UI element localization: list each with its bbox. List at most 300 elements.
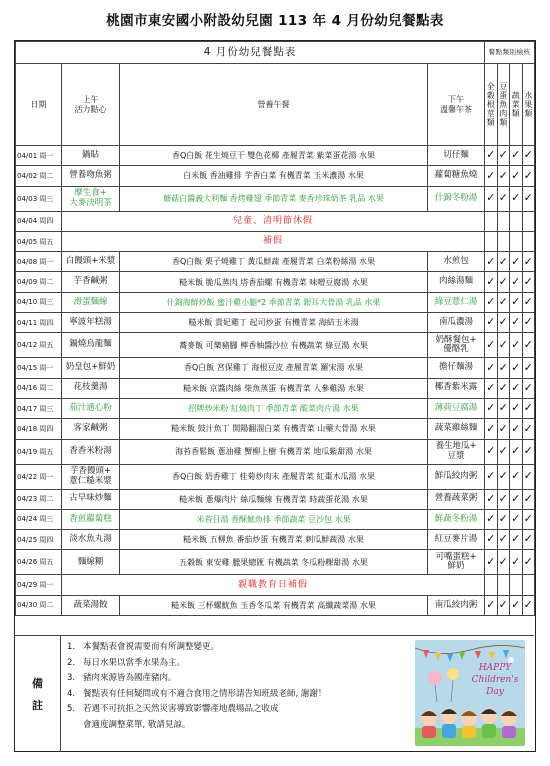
check-mark: ✓ xyxy=(497,489,510,509)
check-mark: ✓ xyxy=(485,550,498,575)
check-mark: ✓ xyxy=(522,272,535,292)
am-snack-header xyxy=(62,64,120,146)
check-mark: ✓ xyxy=(510,398,523,418)
check-header-text xyxy=(510,91,522,119)
check-cell xyxy=(497,575,510,595)
check-mark: ✓ xyxy=(522,509,535,529)
lunch-cell: 香Q白飯 宮保雞丁 海根豆皮 產履青菜 羅宋湯 水果 xyxy=(120,358,428,378)
menu-row xyxy=(16,464,535,489)
am-snack-line: 古早味炒麵 xyxy=(69,493,112,504)
pm-snack-cell xyxy=(428,358,485,378)
am-snack-cell xyxy=(62,252,120,272)
pm-snack-cell xyxy=(428,419,485,439)
note-number: 2. xyxy=(67,657,76,668)
am-snack-line: 營養吻魚粥 xyxy=(69,170,112,181)
menu-row xyxy=(16,530,535,550)
check-header-char: 類 xyxy=(524,109,533,119)
check-cell xyxy=(485,231,498,251)
check-mark: ✓ xyxy=(485,313,498,333)
check-cell xyxy=(485,575,498,595)
check-mark: ✓ xyxy=(522,489,535,509)
check-mark: ✓ xyxy=(497,464,510,489)
check-mark: ✓ xyxy=(497,186,510,211)
pm-snack-line: 肉絲湯麵 xyxy=(439,276,474,287)
pm-snack-cell xyxy=(428,509,485,529)
menu-row xyxy=(16,292,535,312)
note-item xyxy=(67,656,407,672)
check-mark: ✓ xyxy=(510,292,523,312)
pm-snack-line: 薄荷豆腐湯 xyxy=(434,402,478,413)
check-mark: ✓ xyxy=(485,439,498,464)
check-header-char: 水 xyxy=(524,90,533,100)
lunch-cell: 糙米飯 脆瓜蒸肉 塔香茄螺 有機青菜 味噌豆腐湯 水果 xyxy=(120,272,428,292)
check-header-char: 果 xyxy=(524,99,533,109)
pm-snack-cell xyxy=(428,146,485,166)
pm-snack-line: 南瓜絞肉粥 xyxy=(434,599,478,610)
menu-row xyxy=(16,439,535,464)
check-mark: ✓ xyxy=(510,272,523,292)
am-snack-line: 大麥決明茶 xyxy=(69,197,112,208)
check-mark: ✓ xyxy=(497,398,510,418)
check-mark: ✓ xyxy=(510,378,523,398)
check-mark: ✓ xyxy=(497,333,510,358)
holiday-cell: 補假 xyxy=(62,231,485,251)
am-snack-cell xyxy=(62,272,120,292)
lunch-cell: 糙米飯 蔥爆肉片 絲瓜麵線 有機青菜 時蔬蛋花湯 水果 xyxy=(120,489,428,509)
note-item xyxy=(67,687,407,703)
am-snack-line: 香煎蘿蔔糕 xyxy=(69,513,112,524)
date-cell: 04/02 周二 xyxy=(16,166,62,186)
check-mark: ✓ xyxy=(522,439,535,464)
am-snack-cell xyxy=(62,595,120,615)
pm-snack-cell xyxy=(428,186,485,211)
am-snack-line: 滑蛋麵線 xyxy=(73,296,108,307)
date-cell: 04/26 周五 xyxy=(16,550,62,575)
date-cell: 04/12 周五 xyxy=(16,333,62,358)
check-mark: ✓ xyxy=(510,333,523,358)
check-mark: ✓ xyxy=(522,292,535,312)
am-snack-line: 蔬菜湯餃 xyxy=(73,599,108,610)
pm-snack-header xyxy=(428,64,485,146)
check-header-text xyxy=(485,82,497,128)
lunch-cell: 海苔香鬆飯 蔥油雞 蟹柳上樹 有機青菜 地瓜紫甜湯 水果 xyxy=(120,439,428,464)
check-cell xyxy=(522,575,535,595)
date-cell: 04/23 周二 xyxy=(16,489,62,509)
check-mark: ✓ xyxy=(522,595,535,615)
pm-header-line2: 溫馨午茶 xyxy=(440,104,473,114)
check-mark: ✓ xyxy=(510,509,523,529)
menu-row xyxy=(16,509,535,529)
date-cell: 04/16 周二 xyxy=(16,378,62,398)
am-snack-line: 摩生食+ xyxy=(74,187,107,198)
check-mark: ✓ xyxy=(522,313,535,333)
lunch-cell: 糙米飯 五柳魚 番茄炒蛋 有機青菜 刺瓜鮮蔬湯 水果 xyxy=(120,530,428,550)
check-mark: ✓ xyxy=(510,186,523,211)
notes-list xyxy=(67,640,407,733)
lunch-cell: 香Q白飯 花生燒豆干 雙色花椰 產履青菜 紫菜蛋花湯 水果 xyxy=(120,146,428,166)
check-mark: ✓ xyxy=(522,464,535,489)
pm-snack-line: 切仔麵 xyxy=(443,149,469,160)
check-mark: ✓ xyxy=(497,509,510,529)
menu-row xyxy=(16,419,535,439)
check-header-char: 根 xyxy=(486,99,495,109)
lunch-cell: 什錦海鮮炒飯 蜜汁雞小腿*2 季節青菜 銀耳大骨湯 乳品 水果 xyxy=(120,292,428,312)
check-mark: ✓ xyxy=(510,146,523,166)
am-header-line2: 活力點心 xyxy=(74,104,107,114)
am-header-line1: 上午 xyxy=(82,95,99,105)
check-cell xyxy=(497,231,510,251)
check-mark: ✓ xyxy=(485,186,498,211)
check-cell xyxy=(510,575,523,595)
am-snack-cell xyxy=(62,292,120,312)
pm-snack-cell xyxy=(428,333,485,358)
menu-row xyxy=(16,186,535,211)
note-item xyxy=(67,702,407,718)
check-cell xyxy=(522,231,535,251)
pm-snack-line: 優酪乳 xyxy=(443,344,469,355)
pm-snack-cell xyxy=(428,439,485,464)
am-snack-line: 花枝羹湯 xyxy=(73,382,108,393)
notes-label xyxy=(15,636,61,752)
am-snack-cell xyxy=(62,166,120,186)
am-snack-line: 寧波年糕湯 xyxy=(69,316,112,327)
check-mark: ✓ xyxy=(485,272,498,292)
date-cell: 04/01 周一 xyxy=(16,146,62,166)
date-cell: 04/03 周三 xyxy=(16,186,62,211)
pm-snack-cell xyxy=(428,595,485,615)
am-snack-cell xyxy=(62,419,120,439)
pm-snack-line: 蘿蔔糖魚燒 xyxy=(434,170,478,181)
check-mark: ✓ xyxy=(522,186,535,211)
check-header-char: 全 xyxy=(486,81,495,91)
check-mark: ✓ xyxy=(522,166,535,186)
check-mark: ✓ xyxy=(485,595,498,615)
check-mark: ✓ xyxy=(510,358,523,378)
check-mark: ✓ xyxy=(485,378,498,398)
check-header-char: 魚 xyxy=(499,99,508,109)
holiday-row xyxy=(16,231,535,251)
pm-snack-line: 鮮奶 xyxy=(447,561,465,572)
pm-header-line1: 下午 xyxy=(448,95,465,105)
check-mark: ✓ xyxy=(522,358,535,378)
lunch-header: 營養午餐 xyxy=(120,64,428,146)
pm-snack-cell xyxy=(428,530,485,550)
check-mark: ✓ xyxy=(497,252,510,272)
menu-row xyxy=(16,146,535,166)
check-mark: ✓ xyxy=(510,489,523,509)
pm-snack-line: 什錦冬粉湯 xyxy=(434,192,478,203)
check-cell xyxy=(497,211,510,231)
pm-snack-line: 養生地瓜+ xyxy=(435,440,477,451)
am-snack-line: 芋香饅頭+ xyxy=(69,465,112,476)
check-mark: ✓ xyxy=(522,252,535,272)
note-text: 每日水果以當季水果為主。 xyxy=(83,657,186,668)
pm-snack-cell xyxy=(428,550,485,575)
pm-snack-cell xyxy=(428,166,485,186)
check-header-text xyxy=(523,91,535,119)
check-mark: ✓ xyxy=(522,530,535,550)
date-cell: 04/11 周四 xyxy=(16,313,62,333)
menu-frame xyxy=(14,40,536,752)
check-header-char: 類 xyxy=(511,109,520,119)
pm-snack-cell xyxy=(428,398,485,418)
lunch-cell: 蕎麥飯 可樂豬腳 檸香柚醬沙拉 有機蔬菜 綠豆湯 水果 xyxy=(120,333,428,358)
check-mark: ✓ xyxy=(497,272,510,292)
lunch-cell: 蘑菇白醬義大利麵 香烤雞翅 季節青菜 麥香珍珠奶茶 乳品 水果 xyxy=(120,186,428,211)
menu-row xyxy=(16,272,535,292)
lunch-cell: 香Q白飯 栗子燒雞丁 黃瓜鮮蔬 產履青菜 白菜粉絲湯 水果 xyxy=(120,252,428,272)
note-text: 本餐點表會視需要而有所調整變更。 xyxy=(83,642,220,652)
menu-row xyxy=(16,166,535,186)
check-header-vegetable xyxy=(510,64,523,146)
check-cell xyxy=(510,211,523,231)
check-header-char: 菜 xyxy=(511,99,520,109)
lunch-cell: 香Q白飯 奶香雞丁 桂菊炒肉末 產履青菜 紅棗木瓜湯 水果 xyxy=(120,464,428,489)
note-item xyxy=(67,671,407,687)
check-cell xyxy=(485,211,498,231)
pm-snack-cell xyxy=(428,272,485,292)
pm-snack-line: 紅豆麥片湯 xyxy=(434,533,478,544)
childrens-day-text xyxy=(467,662,523,698)
lunch-cell: 招牌炒米粉 紅燒肉丁 季節青菜 酸菜肉片湯 水果 xyxy=(120,398,428,418)
pm-snack-line: 鮮瓜絞肉粥 xyxy=(434,470,478,481)
check-mark: ✓ xyxy=(497,550,510,575)
lunch-cell: 糙米飯 京醬肉絲 柴魚蒸蛋 有機青菜 人參雞湯 水果 xyxy=(120,378,428,398)
am-snack-line: 鍋貼 xyxy=(81,149,99,160)
menu-body xyxy=(16,146,535,616)
check-mark: ✓ xyxy=(497,313,510,333)
pm-snack-line: 擔仔麵湯 xyxy=(439,362,474,373)
check-mark: ✓ xyxy=(510,313,523,333)
date-cell: 04/25 周四 xyxy=(16,530,62,550)
pm-snack-line: 鮮蔬冬粉湯 xyxy=(434,513,478,524)
am-snack-cell xyxy=(62,146,120,166)
date-cell: 04/05 周五 xyxy=(16,231,62,251)
am-snack-line: 客家鹹粥 xyxy=(73,423,108,434)
inner-title: 4 月份幼兒餐點表 xyxy=(16,42,485,64)
am-snack-cell xyxy=(62,464,120,489)
am-snack-cell xyxy=(62,333,120,358)
check-cell xyxy=(522,211,535,231)
am-snack-line: 淡水魚丸湯 xyxy=(69,533,112,544)
check-mark: ✓ xyxy=(522,146,535,166)
date-cell: 04/18 周四 xyxy=(16,419,62,439)
verify-title: 餐點類別檢核 xyxy=(485,42,535,64)
check-mark: ✓ xyxy=(485,530,498,550)
check-mark: ✓ xyxy=(485,464,498,489)
check-mark: ✓ xyxy=(497,595,510,615)
check-cell xyxy=(510,231,523,251)
pm-snack-cell xyxy=(428,292,485,312)
check-mark: ✓ xyxy=(485,252,498,272)
check-mark: ✓ xyxy=(497,146,510,166)
date-cell: 04/22 周一 xyxy=(16,464,62,489)
am-snack-line: 鍋燒烏龍麵 xyxy=(69,339,112,350)
pm-snack-line: 水煎包 xyxy=(443,255,469,266)
date-cell: 04/04 周四 xyxy=(16,211,62,231)
check-mark: ✓ xyxy=(485,419,498,439)
note-number: 3. xyxy=(67,673,76,683)
lunch-cell: 白米飯 香油雞排 芋香白菜 有機青菜 玉米濃湯 水果 xyxy=(120,166,428,186)
menu-row xyxy=(16,489,535,509)
date-cell: 04/29 周一 xyxy=(16,575,62,595)
check-header-protein xyxy=(497,64,510,146)
am-snack-cell xyxy=(62,186,120,211)
am-snack-line: 香香米粉湯 xyxy=(69,445,112,456)
check-header-char: 豆 xyxy=(499,81,508,91)
cd-text-line: HAPPY xyxy=(478,663,512,673)
cd-text-line: Children's xyxy=(471,675,519,685)
check-mark: ✓ xyxy=(497,358,510,378)
pm-snack-line: 營養蔬菜粥 xyxy=(434,493,478,504)
am-snack-cell xyxy=(62,378,120,398)
check-mark: ✓ xyxy=(522,419,535,439)
am-snack-cell xyxy=(62,358,120,378)
note-text: 若遇不可抗拒之天然災害導致影響產地農場品之收成 xyxy=(83,704,279,714)
check-mark: ✓ xyxy=(497,530,510,550)
holiday-row xyxy=(16,211,535,231)
pm-snack-cell xyxy=(428,489,485,509)
holiday-cell: 親職教育日補假 xyxy=(62,575,485,595)
note-text: 豬肉來源皆為國產豬肉。 xyxy=(83,673,177,683)
date-cell: 04/19 周五 xyxy=(16,439,62,464)
check-mark: ✓ xyxy=(485,292,498,312)
am-snack-line: 薏仁糙米漿 xyxy=(69,475,112,486)
am-snack-cell xyxy=(62,509,120,529)
check-header-grains xyxy=(485,64,498,146)
check-mark: ✓ xyxy=(510,439,523,464)
check-header-char: 類 xyxy=(499,118,508,128)
holiday-cell: 兒童、清明節休假 xyxy=(62,211,485,231)
check-mark: ✓ xyxy=(522,378,535,398)
pm-snack-line: 奶酥餐包+ xyxy=(435,334,477,345)
check-mark: ✓ xyxy=(485,333,498,358)
check-mark: ✓ xyxy=(485,166,498,186)
note-number: 5. xyxy=(67,704,76,714)
pm-snack-cell xyxy=(428,252,485,272)
date-cell: 04/30 周二 xyxy=(16,595,62,615)
lunch-cell: 糙米飯 鼓汁魚丁 開陽翻溜白菜 有機青菜 山藥大骨湯 水果 xyxy=(120,419,428,439)
check-mark: ✓ xyxy=(510,252,523,272)
check-mark: ✓ xyxy=(510,419,523,439)
check-mark: ✓ xyxy=(485,358,498,378)
pm-snack-cell xyxy=(428,464,485,489)
check-mark: ✓ xyxy=(522,550,535,575)
check-mark: ✓ xyxy=(522,333,535,358)
check-mark: ✓ xyxy=(485,398,498,418)
menu-row xyxy=(16,550,535,575)
note-number: 1. xyxy=(67,642,76,652)
check-mark: ✓ xyxy=(522,398,535,418)
check-mark: ✓ xyxy=(510,464,523,489)
childrens-day-illustration xyxy=(415,640,525,746)
cd-text-line: Day xyxy=(486,687,504,697)
date-cell: 04/17 周三 xyxy=(16,398,62,418)
menu-row xyxy=(16,398,535,418)
check-header-char: 莖 xyxy=(486,109,495,119)
lunch-cell: 五穀飯 東安雞 臘果總匯 有機蔬菜 冬瓜粉粿甜湯 水果 xyxy=(120,550,428,575)
note-continuation: 會適度調整菜單, 敬請見諒。 xyxy=(83,719,191,730)
am-snack-line: 白饅頭+米漿 xyxy=(65,255,116,266)
check-mark: ✓ xyxy=(510,530,523,550)
am-snack-line: 奶皇包+鮮奶 xyxy=(65,362,116,373)
check-mark: ✓ xyxy=(510,595,523,615)
pm-snack-line: 綠豆薏仁湯 xyxy=(434,296,478,307)
menu-row xyxy=(16,333,535,358)
menu-row xyxy=(16,358,535,378)
menu-row xyxy=(16,378,535,398)
check-header-char: 蛋 xyxy=(499,90,508,100)
note-item xyxy=(67,640,407,656)
check-mark: ✓ xyxy=(485,146,498,166)
pm-snack-line: 南瓜濃湯 xyxy=(439,316,474,327)
check-mark: ✓ xyxy=(510,166,523,186)
am-snack-cell xyxy=(62,489,120,509)
lunch-cell: 米苔目湯 香酥魷魚排 季節蔬菜 豆沙包 水果 xyxy=(120,509,428,529)
check-header-fruit xyxy=(522,64,535,146)
check-header-char: 類 xyxy=(486,118,495,128)
am-snack-line: 麵線糊 xyxy=(77,556,104,567)
menu-table xyxy=(15,41,535,616)
pm-snack-line: 蔬菜雞絲麵 xyxy=(434,423,478,434)
am-snack-line: 芋香鹹粥 xyxy=(73,276,108,287)
check-header-char: 肉 xyxy=(499,109,508,119)
check-mark: ✓ xyxy=(497,292,510,312)
pm-snack-line: 可嘴蛋糕+ xyxy=(435,551,477,562)
check-mark: ✓ xyxy=(497,166,510,186)
lunch-cell: 糙米飯 三杯螺魷魚 玉香冬瓜菜 有機青菜 高纖蔬菜湯 水果 xyxy=(120,595,428,615)
am-snack-cell xyxy=(62,313,120,333)
pm-snack-line: 豆漿 xyxy=(447,450,465,461)
note-number: 4. xyxy=(67,688,76,699)
am-snack-cell xyxy=(62,439,120,464)
menu-row xyxy=(16,595,535,615)
notes-section xyxy=(15,635,534,751)
date-cell: 04/24 周三 xyxy=(16,509,62,529)
lunch-cell: 糙米飯 貴妃雞丁 起司炒蛋 有機青菜 海結玉米湯 xyxy=(120,313,428,333)
notes-label-char: 備 xyxy=(32,677,43,690)
date-cell: 04/15 周一 xyxy=(16,358,62,378)
notes-label-char: 註 xyxy=(32,699,43,712)
check-mark: ✓ xyxy=(485,509,498,529)
holiday-row xyxy=(16,575,535,595)
pm-snack-cell xyxy=(428,313,485,333)
note-text: 餐點表有任何疑問或有不適合食用之情形請告知班級老師, 謝謝！ xyxy=(83,688,327,699)
am-snack-cell xyxy=(62,530,120,550)
date-cell: 04/09 周二 xyxy=(16,272,62,292)
menu-row xyxy=(16,313,535,333)
check-mark: ✓ xyxy=(510,550,523,575)
pm-snack-line: 椰香紫米露 xyxy=(434,382,478,393)
check-mark: ✓ xyxy=(497,378,510,398)
date-header: 日期 xyxy=(16,64,62,146)
check-header-text xyxy=(498,82,510,128)
am-snack-line: 茄汁通心粉 xyxy=(69,402,112,413)
date-cell: 04/10 周三 xyxy=(16,292,62,312)
check-mark: ✓ xyxy=(497,439,510,464)
check-header-char: 穀 xyxy=(486,90,495,100)
date-cell: 04/08 周一 xyxy=(16,252,62,272)
page-title: 桃園市東安國小附設幼兒園 113 年 4 月份幼兒餐點表 xyxy=(106,13,444,29)
am-snack-cell xyxy=(62,550,120,575)
check-mark: ✓ xyxy=(485,489,498,509)
menu-row xyxy=(16,252,535,272)
header-row xyxy=(16,64,535,146)
am-snack-cell xyxy=(62,398,120,418)
pm-snack-cell xyxy=(428,378,485,398)
check-mark: ✓ xyxy=(497,419,510,439)
check-header-char: 蔬 xyxy=(511,90,520,100)
